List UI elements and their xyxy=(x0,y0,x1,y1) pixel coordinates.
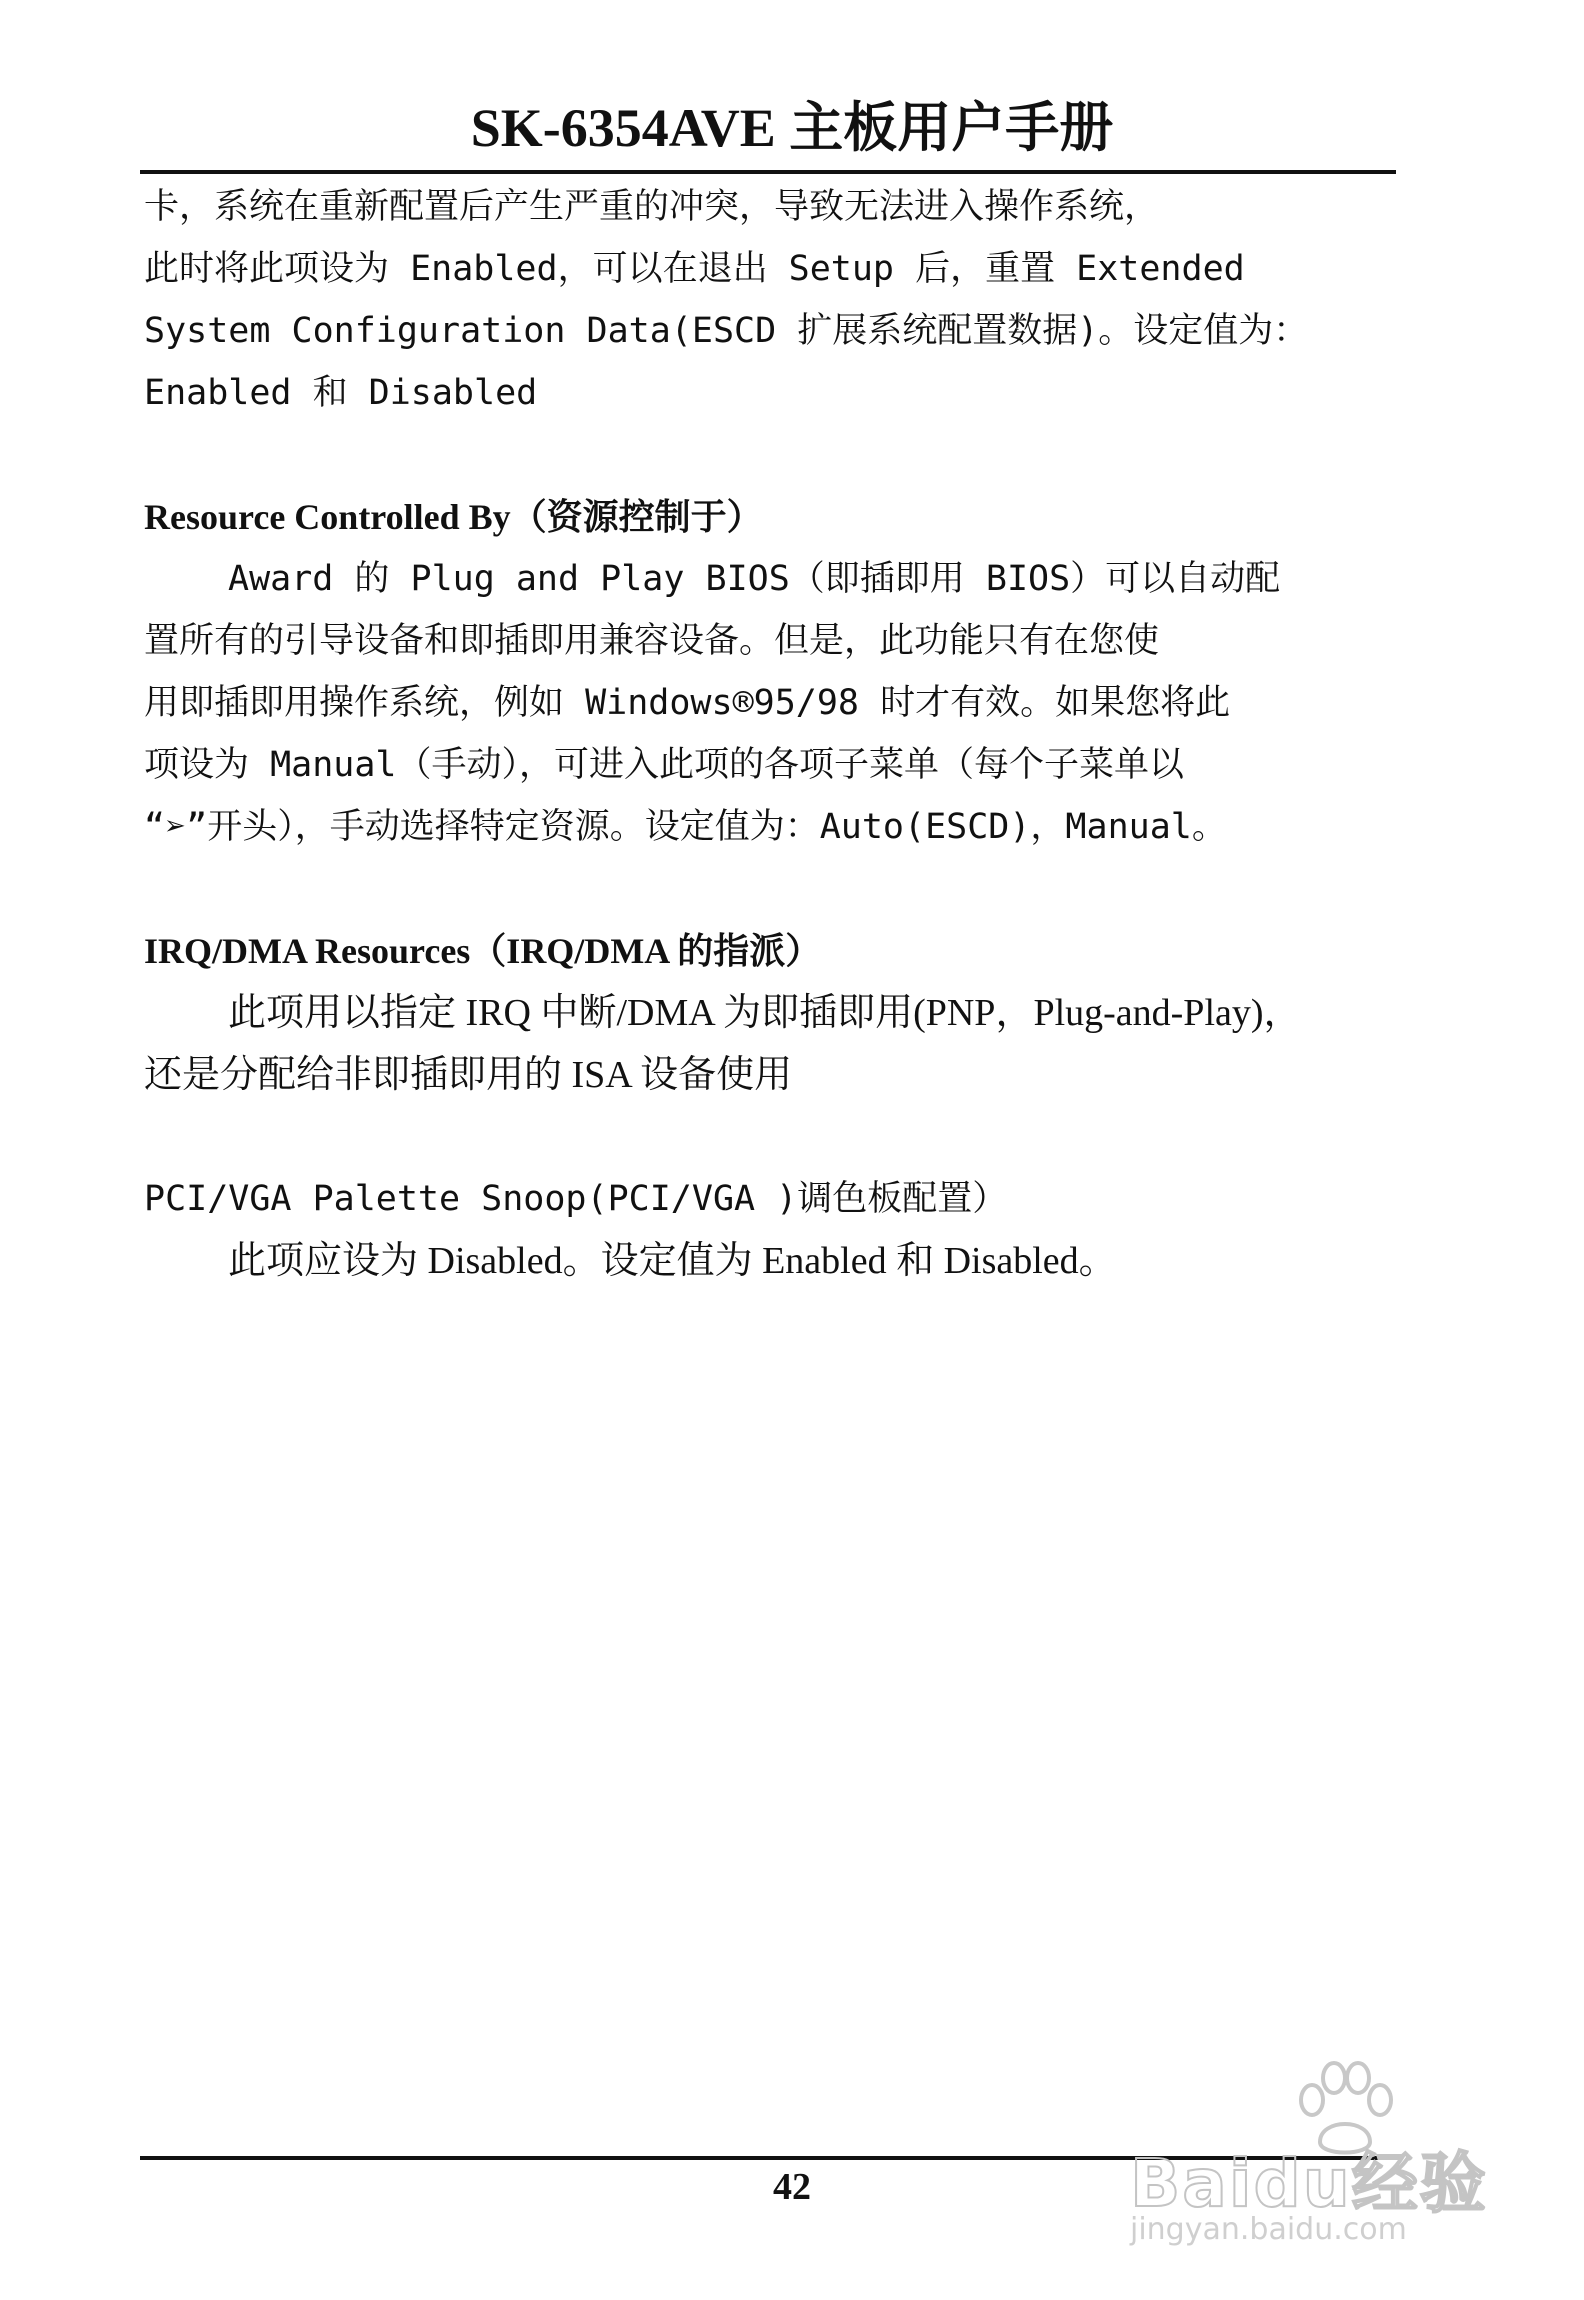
irq-line-2: 还是分配给非即插即用的 ISA 设备使用 xyxy=(144,1054,793,1096)
spacer xyxy=(144,1106,1364,1168)
irq-line-1: 此项用以指定 IRQ 中断/DMA 为即插即用(PNP，Plug-and-Play)， xyxy=(228,992,1302,1034)
baidu-jingyan-watermark xyxy=(1120,2060,1500,2260)
intro-line-1: 卡，系统在重新配置后产生严重的冲突，导致无法进入操作系统， xyxy=(144,187,1160,227)
intro-line-4: Enabled 和 Disabled xyxy=(144,373,538,413)
spacer xyxy=(144,858,1364,920)
watermark-url: jingyan.baidu.com xyxy=(1130,2212,1407,2247)
page-title: SK-6354AVE 主板用户手册 xyxy=(470,98,1114,158)
header-divider xyxy=(140,170,1396,174)
section-heading-palette-snoop: PCI/VGA Palette Snoop(PCI/VGA )调色板配置） xyxy=(144,1179,1008,1219)
resource-line-2: 置所有的引导设备和即插即用兼容设备。但是，此功能只有在您使 xyxy=(144,621,1160,661)
resource-line-3: 用即插即用操作系统，例如 Windows®95/98 时才有效。如果您将此 xyxy=(144,683,1231,723)
resource-line-1: Award 的 Plug and Play BIOS（即插即用 BIOS）可以自动配 xyxy=(228,559,1281,599)
page-number: 42 xyxy=(773,2166,811,2208)
section-heading-resource: Resource Controlled By（资源控制于） xyxy=(144,497,763,537)
resource-line-4: 项设为 Manual（手动），可进入此项的各项子菜单（每个子菜单以 xyxy=(144,745,1185,785)
intro-line-2: 此时将此项设为 Enabled，可以在退出 Setup 后，重置 Extended xyxy=(144,249,1245,289)
palette-line-1: 此项应设为 Disabled。设定值为 Enabled 和 Disabled。 xyxy=(228,1240,1117,1282)
page-body xyxy=(144,176,1364,1292)
resource-line-5: “➢”开头），手动选择特定资源。设定值为：Auto(ESCD)，Manual。 xyxy=(144,807,1227,847)
section-heading-irq-dma: IRQ/DMA Resources（IRQ/DMA 的指派） xyxy=(144,931,822,971)
watermark-brand: Baidu经验 xyxy=(1130,2145,1488,2222)
spacer xyxy=(144,424,1364,486)
intro-line-3: System Configuration Data(ESCD 扩展系统配置数据)。设定值为： xyxy=(144,311,1309,351)
